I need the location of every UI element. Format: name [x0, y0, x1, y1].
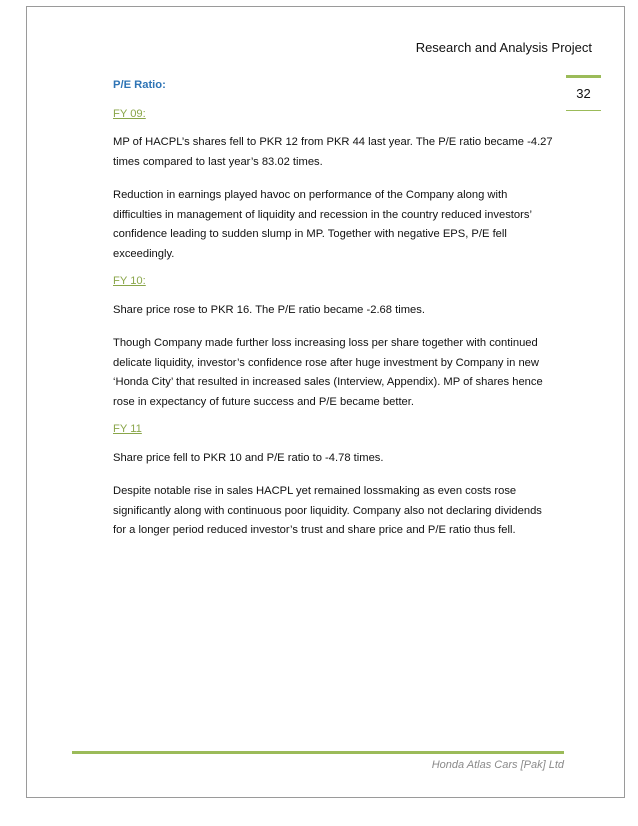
- footer-rule: [72, 751, 564, 754]
- fy09-heading: FY 09:: [113, 107, 146, 120]
- page-number: 32: [576, 86, 591, 101]
- document-body: [113, 76, 558, 541]
- page-number-top-rule: [566, 75, 601, 78]
- fy09-paragraph-1: MP of HACPL’s shares fell to PKR 12 from PKR 44 last year. The P/E ratio became -4.27 times compared to last year’s 83.02 times.: [113, 136, 553, 168]
- fy11-paragraph-2: Despite notable rise in sales HACPL yet remained lossmaking as even costs rose significantly along with continuous poor liquidity. Company also not declaring dividends for a longer period reduced investor’s trust and share price and P/E ratio thus fell.: [113, 485, 542, 536]
- section-title: P/E Ratio:: [113, 79, 166, 91]
- fy10-paragraph-1: Share price rose to PKR 16. The P/E ratio became -2.68 times.: [113, 303, 425, 316]
- fy10-heading: FY 10:: [113, 275, 146, 287]
- fy11-heading: FY 11: [113, 423, 142, 435]
- footer-text: Honda Atlas Cars [Pak] Ltd: [431, 759, 564, 771]
- page-number-bottom-rule: [566, 110, 601, 111]
- fy09-paragraph-2: Reduction in earnings played havoc on performance of the Company along with difficulties in management of liquidity and recession in the country reduced investors’ confidence leading to sudden slump in MP. Together with negative EPS, P/E fell exceedingly.: [113, 189, 532, 260]
- header-title: Research and Analysis Project: [415, 40, 592, 55]
- fy11-paragraph-1: Share price fell to PKR 10 and P/E ratio to -4.78 times.: [113, 451, 384, 464]
- fy10-paragraph-2: Though Company made further loss increasing loss per share together with continued delicate liquidity, investor’s confidence rose after huge investment by Company in new ‘Honda City’ that resulted in increased sales (Interview, Appendix). MP of shares hence rose in expectancy of future success and P/E became better.: [113, 337, 543, 408]
